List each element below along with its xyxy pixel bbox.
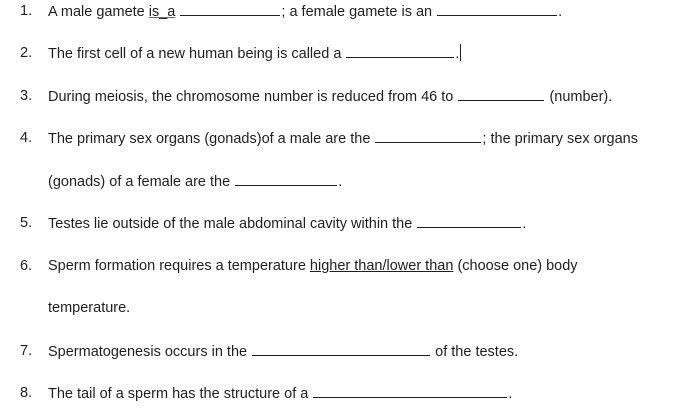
question-number: 1. [20, 3, 33, 19]
question-number: 8. [20, 385, 33, 401]
answer-blank[interactable] [458, 86, 544, 101]
question-number: 3. [20, 88, 33, 104]
question-text: (choose one) body [453, 258, 578, 274]
question-punctuation: . [508, 386, 513, 402]
question-text: ; the primary sex organs [482, 131, 638, 147]
text-cursor [460, 44, 461, 61]
question-number: 4. [20, 130, 33, 146]
question-text: The primary sex organs (gonads)of a male are the [48, 131, 371, 147]
question-number: 5. [20, 215, 33, 231]
question-punctuation: . [522, 216, 527, 232]
answer-blank[interactable] [417, 213, 521, 228]
question-number: 6. [20, 258, 33, 274]
answer-blank[interactable] [180, 1, 280, 16]
question-punctuation: . [558, 4, 563, 20]
answer-blank[interactable] [235, 171, 337, 186]
question-text: During meiosis, the chromosome number is reduced from 46 to [48, 89, 454, 105]
answer-blank[interactable] [375, 128, 481, 143]
choice-underlined-text: higher than/lower than [309, 258, 454, 274]
answer-blank[interactable] [437, 1, 557, 16]
question-text: A male gamete [48, 4, 149, 20]
question-text: of the testes. [435, 344, 519, 360]
question-text: The tail of a sperm has the structure of a [48, 386, 309, 402]
answer-blank[interactable] [346, 43, 454, 58]
question-number: 7. [20, 343, 33, 359]
question-text: Sperm formation requires a temperature [48, 258, 310, 274]
answer-blank[interactable] [252, 341, 430, 356]
question-text: (number). [549, 89, 613, 105]
answer-blank[interactable] [313, 383, 507, 398]
question-text: (gonads) of a female are the [48, 174, 231, 190]
question-punctuation: . [455, 46, 460, 62]
question-text: Testes lie outside of the male abdominal cavity within the [48, 216, 413, 232]
question-text: The first cell of a new human being is called a [48, 46, 342, 62]
question-text: ; a female gamete is an [281, 4, 433, 20]
question-text: temperature. [48, 300, 131, 316]
question-number: 2. [20, 45, 33, 61]
spellcheck-underlined-text: is_a [148, 4, 176, 20]
question-punctuation: . [338, 174, 343, 190]
question-text: Spermatogenesis occurs in the [48, 344, 248, 360]
